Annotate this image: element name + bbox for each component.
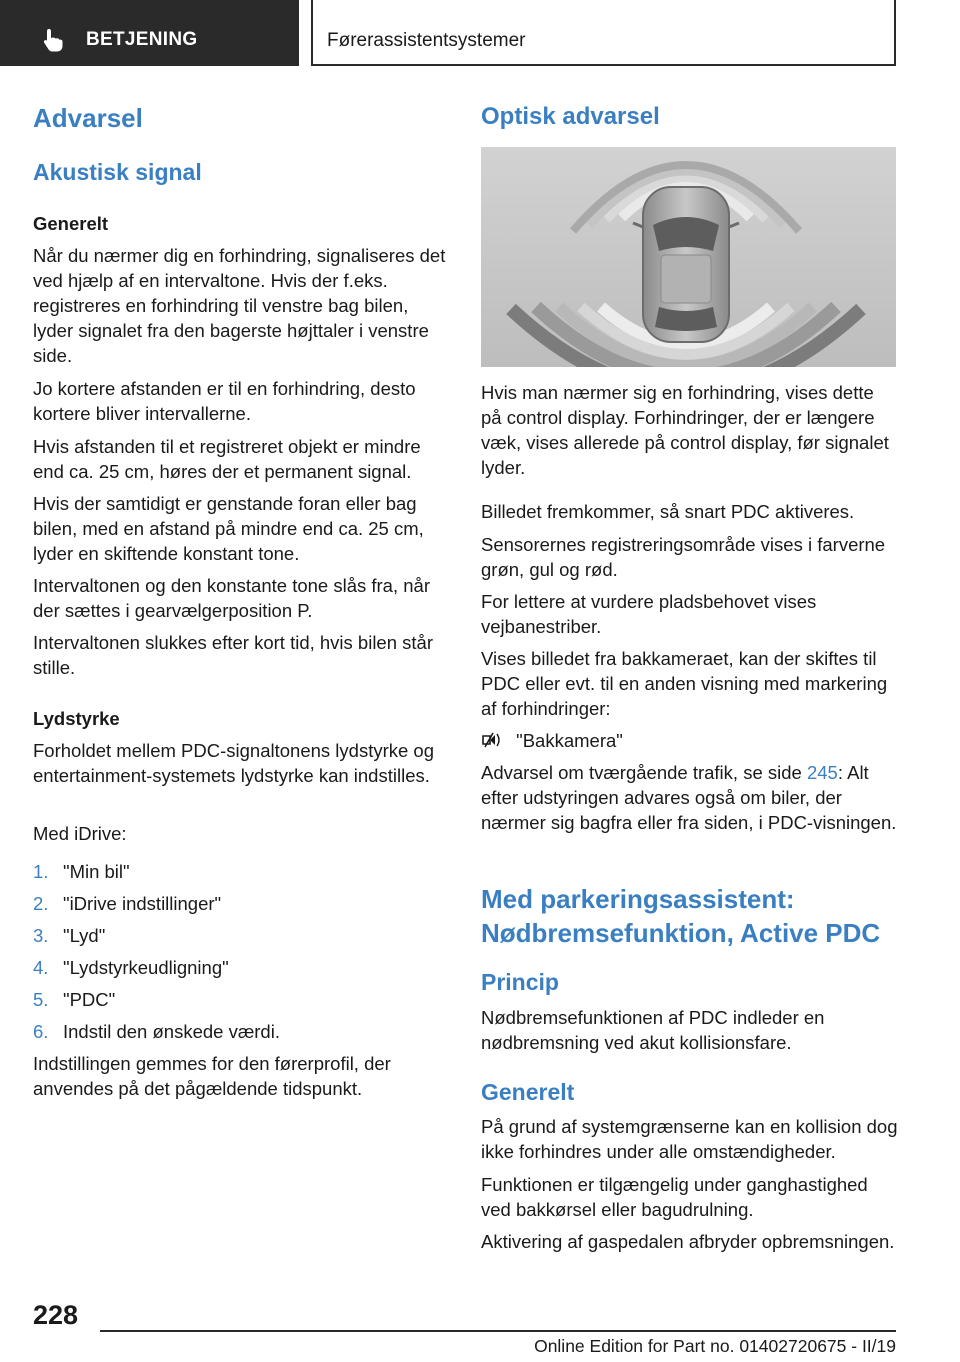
camera-view-item: "Bakkamera"	[481, 728, 899, 753]
chapter-tab	[311, 0, 896, 66]
footer-edition: Online Edition for Part no. 01402720675 - II/19	[534, 1336, 896, 1356]
heading-lydstyrke: Lydstyrke	[33, 708, 120, 729]
heading-parking-assistant: Med parkeringsassistent: Nødbremsefunktion, Active PDC	[481, 884, 881, 948]
list-item: 3. "Lyd"	[33, 925, 106, 946]
paragraph-tone-stop: Intervaltonen slukkes efter kort tid, hvis bilen står stille.	[33, 632, 433, 678]
pdc-display-illustration	[481, 147, 896, 367]
pdc-car-graphic	[481, 147, 896, 367]
paragraph-signal-intro: Når du nærmer dig en forhindring, signaliseres det ved hjælp af en intervaltone. Hvis der f.eks. registreres en forhindring til venstre bag bilen, lyder signalet fra den bagerste højttaler i venstre side.	[33, 245, 446, 366]
paragraph-sensor-colors: Sensorernes registreringsområde vises i farverne grøn, gul og rød.	[481, 534, 886, 580]
paragraph-availability: Funktionen er tilgængelig under ganghastighed ved bakkørsel eller bagudrulning.	[481, 1174, 868, 1220]
heading-generelt: Generelt	[33, 213, 109, 234]
page-number: 228	[33, 1300, 79, 1330]
paragraph-volume-ratio: Forholdet mellem PDC-signaltonens lydstyrke og entertainment-systemets lydstyrke kan indstilles.	[33, 740, 435, 786]
paragraph-accelerator: Aktivering af gaspedalen afbryder opbremsningen.	[481, 1231, 895, 1252]
paragraph-cross-traffic: Advarsel om tværgående trafik, se side 245: Alt efter udstyringen advares også om biler, der nærmer sig bagfra eller fra siden, i PDC-visningen.	[481, 762, 897, 833]
paragraph-with-idrive: Med iDrive:	[33, 823, 127, 844]
page-link-245[interactable]: 245	[806, 762, 838, 783]
heading-advarsel: Advarsel	[33, 103, 143, 133]
paragraph-camera-switch: Vises billedet fra bakkameraet, kan der skiftes til PDC eller evt. til en anden visning med markering af forhindringer:	[481, 648, 888, 719]
heading-generelt-right: Generelt	[481, 1079, 575, 1105]
heading-princip: Princip	[481, 969, 559, 995]
list-item: 5. "PDC"	[33, 989, 116, 1010]
paragraph-lane-stripes: For lettere at vurdere pladsbehovet vises vejbanestriber.	[481, 591, 817, 637]
idrive-steps-list	[33, 861, 451, 1051]
list-item: 6. Indstil den ønskede værdi.	[33, 1021, 280, 1042]
paragraph-profile-saved: Indstillingen gemmes for den førerprofil, der anvendes på det pågældende tidspunkt.	[33, 1053, 391, 1099]
footer-divider	[100, 1330, 896, 1332]
paragraph-distance: Jo kortere afstanden er til en forhindring, desto kortere bliver intervallerne.	[33, 378, 416, 424]
paragraph-optical-intro: Hvis man nærmer sig en forhindring, vises dette på control display. Forhindringer, der er længere væk, vises allerede på control display, før signalet lyder.	[481, 382, 889, 478]
paragraph-alternating-tone: Hvis der samtidigt er genstande foran eller bag bilen, med en afstand på mindre end ca. 25 cm, lyder en skiftende konstant tone.	[33, 493, 424, 564]
heading-akustisk-signal: Akustisk signal	[33, 159, 202, 185]
chapter-title: Førerassistentsystemer	[327, 30, 526, 51]
section-title: BETJENING	[86, 29, 198, 50]
section-tab	[0, 0, 299, 66]
paragraph-permanent-signal: Hvis afstanden til et registreret objekt er mindre end ca. 25 cm, høres der et permanent signal.	[33, 436, 421, 482]
paragraph-image-appears: Billedet fremkommer, så snart PDC aktiveres.	[481, 501, 855, 522]
list-item: 1. "Min bil"	[33, 861, 130, 882]
hand-pointer-icon	[40, 27, 66, 53]
paragraph-system-limits: På grund af systemgrænserne kan en kollision dog ikke forhindres under alle omstændigheder.	[481, 1116, 898, 1162]
rear-camera-icon	[481, 731, 503, 749]
list-item: 4. "Lydstyrkeudligning"	[33, 957, 229, 978]
paragraph-principle: Nødbremsefunktionen af PDC indleder en nødbremsning ved akut kollisionsfare.	[481, 1007, 825, 1053]
heading-optisk-advarsel: Optisk advarsel	[481, 103, 660, 130]
list-item: 2. "iDrive indstillinger"	[33, 893, 222, 914]
paragraph-tone-off: Intervaltonen og den konstante tone slås fra, når der sættes i gearvælgerposition P.	[33, 575, 430, 621]
